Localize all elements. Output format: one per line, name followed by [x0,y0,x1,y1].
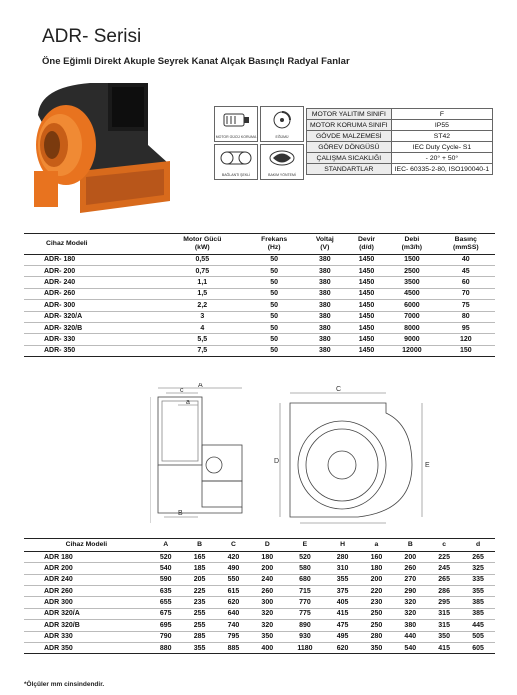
table-cell: 930 [284,631,325,642]
table-cell: 200 [250,563,284,574]
table-cell: 335 [461,574,495,585]
table-cell: 220 [359,585,393,596]
table-cell: 1500 [387,254,436,265]
table-row [24,266,495,277]
table-cell: 5,5 [160,334,245,345]
table-cell: 1450 [346,254,387,265]
spec-value: IP55 [391,120,492,131]
table-cell: 385 [461,597,495,608]
table-cell: 355 [183,642,217,653]
table-cell: 350 [427,631,461,642]
table-cell: ADR 350 [24,642,149,653]
table-cell: 620 [216,597,250,608]
table-cell: ADR 260 [24,585,149,596]
dim-label-C: C [336,386,342,393]
table-cell: ADR- 180 [24,254,160,265]
table-row [24,642,495,653]
table-cell: ADR- 320/A [24,311,160,322]
table-cell: 550 [216,574,250,585]
table-cell: ADR- 350 [24,345,160,356]
table-cell: 350 [250,631,284,642]
table-cell: 180 [359,563,393,574]
table-cell: 4500 [387,288,436,299]
table-row [24,620,495,631]
page-subtitle: Öne Eğimli Direkt Akuple Seyrek Kanat Alçak Basınçlı Radyal Fanlar [42,56,350,67]
table-cell: 880 [149,642,183,653]
table-cell: 615 [216,585,250,596]
table-cell: 580 [284,563,325,574]
table-cell: 95 [437,322,495,333]
table-cell: 495 [326,631,360,642]
table-cell: 7000 [387,311,436,322]
table-row [24,631,495,642]
table-cell: 250 [359,608,393,619]
table-row [24,563,495,574]
table-cell: 300 [250,597,284,608]
table-cell: 50 [245,288,304,299]
table-cell: 255 [183,608,217,619]
dimension-drawing [150,383,500,533]
table-row [24,551,495,562]
table-cell: 320 [250,620,284,631]
table-cell: 380 [304,288,346,299]
table-cell: 605 [461,642,495,653]
table-cell: 0,75 [160,266,245,277]
spec-value: - 20° + 50° [391,153,492,164]
table-cell: 590 [149,574,183,585]
spec-key: GÖREV DÖNGÜSÜ [307,142,392,153]
table-cell: 350 [359,642,393,653]
column-header: H [340,541,346,548]
table-cell: 12000 [387,345,436,356]
table-cell: ADR 240 [24,574,149,585]
table-cell: ADR 320/A [24,608,149,619]
dim-label-c: c [180,387,184,394]
table-cell: 355 [326,574,360,585]
table-row [24,288,495,299]
spec-table [306,108,493,175]
table-cell: 355 [461,585,495,596]
table-cell: 280 [326,551,360,562]
table-cell: 8000 [387,322,436,333]
table-cell: 1,5 [160,288,245,299]
table-cell: 655 [149,597,183,608]
table-cell: 380 [393,620,427,631]
table-cell: 1450 [346,266,387,277]
table-cell: 1180 [284,642,325,653]
table-cell: 440 [393,631,427,642]
table-cell: 1450 [346,311,387,322]
table-cell: 255 [183,620,217,631]
table-cell: 520 [149,551,183,562]
table-cell: 260 [250,585,284,596]
spec-row [307,164,493,175]
table-cell: 770 [284,597,325,608]
table-cell: 60 [437,277,495,288]
table-row [24,322,495,333]
table-cell: 6000 [387,300,436,311]
spec-row [307,131,493,142]
table-cell: 400 [250,642,284,653]
table-cell: 70 [437,288,495,299]
table-cell: 290 [393,585,427,596]
table-cell: 885 [216,642,250,653]
table-cell: 640 [216,608,250,619]
spec-key: ÇALIŞMA SICAKLIĞI [307,153,392,164]
table-cell: 3 [160,311,245,322]
table-cell: 200 [359,574,393,585]
table-cell: 0,55 [160,254,245,265]
table-cell: 415 [427,642,461,653]
table-cell: ADR- 320/B [24,322,160,333]
spec-row [307,142,493,153]
table-cell: 40 [437,254,495,265]
table-row [24,300,495,311]
table-cell: 775 [284,608,325,619]
table-cell: 3500 [387,277,436,288]
table-cell: 315 [427,608,461,619]
column-header: Cihaz Modeli [46,239,88,247]
column-header: Motor Gücü (kW) [183,236,222,251]
dim-label-B: B [178,510,183,517]
table-cell: 205 [183,574,217,585]
table-cell: 375 [326,585,360,596]
table-row [24,334,495,345]
table-cell: 680 [284,574,325,585]
table-cell: 80 [437,311,495,322]
table-cell: 285 [183,631,217,642]
table-cell: ADR- 240 [24,277,160,288]
column-header: Voltaj (V) [315,236,334,251]
maintenance-icon: BAKIM YÖNTEMİ [260,144,304,180]
table-cell: 1450 [346,322,387,333]
table-cell: 1450 [346,277,387,288]
table-cell: ADR 180 [24,551,149,562]
table-cell: 50 [245,345,304,356]
table-cell: 520 [284,551,325,562]
performance-table [24,233,495,357]
table-cell: 540 [393,642,427,653]
table-cell: 715 [284,585,325,596]
table-cell: ADR- 330 [24,334,160,345]
table-cell: 1450 [346,345,387,356]
table-cell: 4 [160,322,245,333]
spec-row [307,153,493,164]
spec-value: IEC Duty Cycle- S1 [391,142,492,153]
table-cell: 405 [326,597,360,608]
spec-key: STANDARTLAR [307,164,392,175]
column-header: D [264,541,270,548]
table-cell: 490 [216,563,250,574]
table-cell: 695 [149,620,183,631]
table-cell: 740 [216,620,250,631]
spec-value: IEC- 60335-2-80, ISO190040-1 [391,164,492,175]
table-cell: ADR- 260 [24,288,160,299]
table-cell: 635 [149,585,183,596]
table-cell: 420 [216,551,250,562]
table-cell: 280 [359,631,393,642]
motor-icon: MOTOR GÜCÜ KORUMA [214,106,258,142]
table-cell: 505 [461,631,495,642]
table-cell: 295 [427,597,461,608]
table-cell: 7,5 [160,345,245,356]
spec-row [307,109,493,120]
table-cell: 150 [437,345,495,356]
spec-value: F [391,109,492,120]
table-cell: 235 [183,597,217,608]
table-cell: 380 [304,322,346,333]
table-cell: 50 [245,322,304,333]
fan-product-image [20,75,188,215]
table-cell: 675 [149,608,183,619]
table-row [24,345,495,356]
table-cell: 1,1 [160,277,245,288]
spec-value: ST42 [391,131,492,142]
table-cell: 320 [393,597,427,608]
spec-key: MOTOR YALITIM SINIFI [307,109,392,120]
table-cell: 795 [216,631,250,642]
table-cell: 165 [183,551,217,562]
column-header: Debi (m3/h) [401,236,423,251]
table-cell: 380 [304,266,346,277]
column-header: Devir (d/d) [358,236,376,251]
table-row [24,608,495,619]
table-cell: 320 [250,608,284,619]
table-cell: 240 [250,574,284,585]
table-cell: 180 [250,551,284,562]
column-header: E [302,541,308,548]
units-note: *Ölçüler mm cinsindendir. [24,681,105,688]
table-cell: 260 [393,563,427,574]
table-cell: 415 [326,608,360,619]
page-title: ADR- Serisi [42,26,142,47]
table-cell: 2500 [387,266,436,277]
column-header: a [374,541,379,548]
table-cell: 1450 [346,300,387,311]
table-cell: 310 [326,563,360,574]
column-header: B [407,541,413,548]
table-cell: 50 [245,311,304,322]
table-cell: 265 [427,574,461,585]
table-cell: 50 [245,266,304,277]
table-cell: 160 [359,551,393,562]
dimension-table [24,538,495,654]
column-header: B [197,541,203,548]
table-cell: 245 [427,563,461,574]
table-row [24,574,495,585]
column-header: Frekans (Hz) [261,236,288,251]
column-header: Cihaz Modeli [65,541,108,548]
table-cell: ADR 200 [24,563,149,574]
table-cell: 50 [245,254,304,265]
table-cell: ADR- 300 [24,300,160,311]
table-cell: 50 [245,277,304,288]
table-cell: 380 [304,300,346,311]
airflow-icon: EĞÜMÜ [260,106,304,142]
table-cell: 320 [393,608,427,619]
table-row [24,311,495,322]
table-row [24,597,495,608]
spec-row [307,120,493,131]
column-header: Basınç (mmSS) [452,236,479,251]
dim-label-A: A [198,383,203,389]
table-row [24,277,495,288]
table-cell: ADR- 200 [24,266,160,277]
table-cell: 620 [326,642,360,653]
table-cell: 325 [461,563,495,574]
table-row [24,254,495,265]
table-cell: 380 [304,277,346,288]
table-cell: 265 [461,551,495,562]
table-cell: 790 [149,631,183,642]
table-cell: 9000 [387,334,436,345]
table-cell: 225 [427,551,461,562]
table-cell: 315 [427,620,461,631]
spec-key: GÖVDE MALZEMESİ [307,131,392,142]
table-cell: 890 [284,620,325,631]
table-cell: 540 [149,563,183,574]
dim-label-D: D [274,458,280,465]
table-cell: ADR 300 [24,597,149,608]
table-cell: 385 [461,608,495,619]
table-cell: 380 [304,334,346,345]
table-cell: 75 [437,300,495,311]
table-cell: 380 [304,254,346,265]
table-cell: 2,2 [160,300,245,311]
table-cell: 185 [183,563,217,574]
table-cell: 475 [326,620,360,631]
table-cell: 250 [359,620,393,631]
table-cell: 1450 [346,288,387,299]
table-cell: 120 [437,334,495,345]
table-cell: 225 [183,585,217,596]
table-cell: 1450 [346,334,387,345]
dim-label-a: a [186,399,190,406]
table-cell: 230 [359,597,393,608]
table-cell: 50 [245,334,304,345]
table-cell: 286 [427,585,461,596]
column-header: d [475,541,481,548]
spec-key: MOTOR KORUMA SINIFI [307,120,392,131]
table-cell: ADR 320/B [24,620,149,631]
table-cell: 50 [245,300,304,311]
dim-label-E: E [425,462,430,469]
column-header: C [230,541,236,548]
table-cell: 45 [437,266,495,277]
feature-icons [214,106,304,180]
belt-icon: BAĞLANTI ŞEKLİ [214,144,258,180]
table-cell: 200 [393,551,427,562]
table-cell: 270 [393,574,427,585]
column-header: A [163,541,169,548]
table-cell: 380 [304,345,346,356]
column-header: c [442,541,447,548]
table-cell: 445 [461,620,495,631]
table-row [24,585,495,596]
table-cell: ADR 330 [24,631,149,642]
table-cell: 380 [304,311,346,322]
